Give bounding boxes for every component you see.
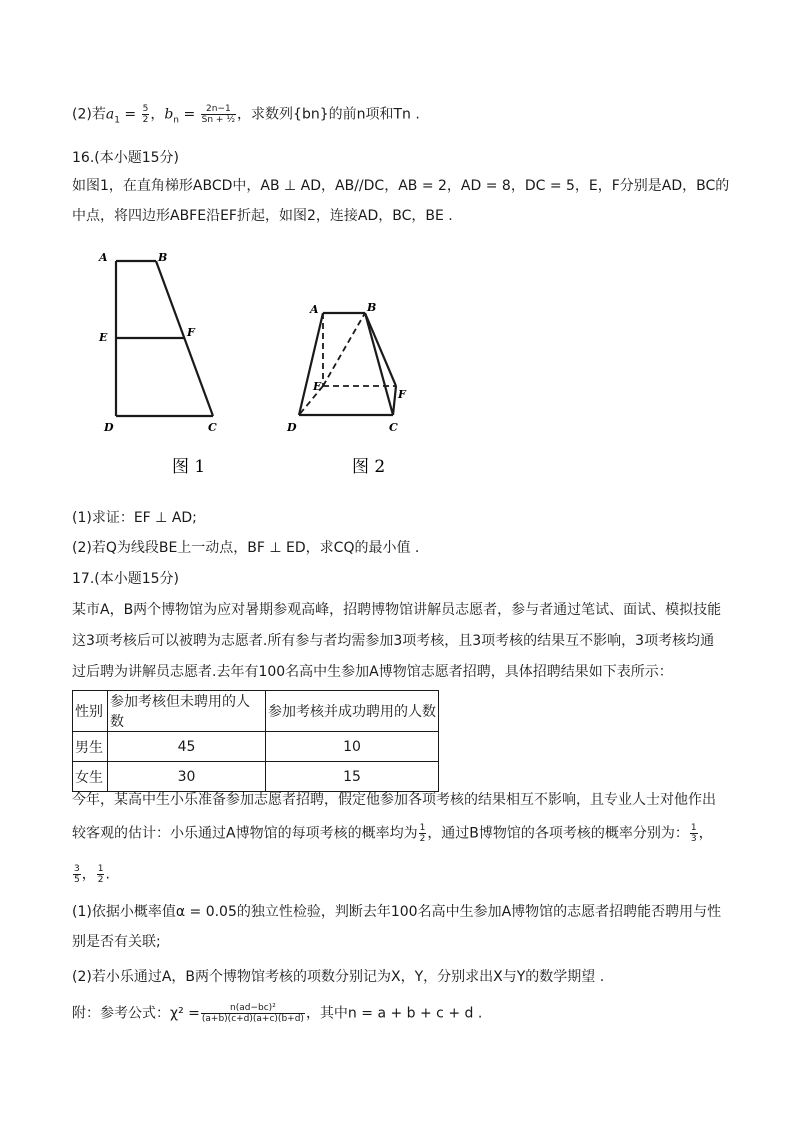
prob-b2-fraction: $\frac{3}{5}$ xyxy=(74,864,80,885)
fig2-label-b: B xyxy=(367,301,377,314)
table-header-cell: 性别 xyxy=(73,691,108,732)
q17-statement-line6: $\frac{3}{5}$ ， $\frac{1}{2}$ . xyxy=(74,864,110,885)
fig1-label-f: F xyxy=(187,326,195,339)
table-cell: 15 xyxy=(266,762,439,792)
q16-statement-line2: 中点，将四边形ABFE沿EF折起，如图2，连接AD，BC，BE . xyxy=(72,208,453,224)
fig1-label-d: D xyxy=(104,421,114,434)
q17-statement-line4: 今年，某高中生小乐准备参加志愿者招聘，假定他参加各项考核的结果相互不影响，且专业人士对他作出 xyxy=(72,792,716,808)
table-cell: 女生 xyxy=(73,762,108,792)
bn-fraction: $\frac{2n-1}{\text{Sn + ½}}$ xyxy=(201,104,236,125)
prob-b1-fraction: $\frac{1}{3}$ xyxy=(690,823,697,844)
q16-part1: (1)求证：EF ⊥ AD; xyxy=(72,510,197,526)
figure-1 xyxy=(90,245,240,480)
q17-statement-line3: 过后聘为讲解员志愿者.去年有100名高中生参加A博物馆志愿者招聘，具体招聘结果如下表所示： xyxy=(72,664,673,680)
fig1-label-b: B xyxy=(158,251,168,264)
q17-part1-line2: 别是否有关联; xyxy=(72,934,161,950)
table-header-cell: 参加考核并成功聘用的人数 xyxy=(266,691,439,732)
a1-fraction: $\frac{5}{2}$ xyxy=(142,104,149,125)
table-cell: 男生 xyxy=(73,732,108,762)
fig2-label-f: F xyxy=(398,388,406,401)
q17-reference-formula: 附：参考公式：χ² = $\frac{\text{n(ad−bc)²}}{(a+b)(c+d)(a+c)(b+d)}$ ，其中n = a + b + c + d . xyxy=(72,1003,483,1024)
q17-statement-line5: 较客观的估计：小乐通过A博物馆的每项考核的概率均为 $\frac{1}{2}$ ，通过B博物馆的各项考核的概率分别为： $\frac{1}{3}$ ， xyxy=(72,823,713,844)
figure-2 xyxy=(280,290,420,480)
q17-part1-line1: (1)依据小概率值α = 0.05的独立性检验，判断去年100名高中生参加A博物馆的志愿者招聘能否聘用与性 xyxy=(72,904,722,920)
chi-square-fraction: $\frac{\text{n(ad−bc)²}}{(a+b)(c+d)(a+c)(b+d)}$ xyxy=(201,1003,304,1024)
table-header-row xyxy=(73,691,439,732)
fig2-label-e: E xyxy=(313,380,322,393)
prob-a-fraction: $\frac{1}{2}$ xyxy=(419,823,426,844)
table-header-cell: 参加考核但未聘用的人数 xyxy=(108,691,266,732)
table-row xyxy=(73,762,439,792)
table-cell: 45 xyxy=(108,732,266,762)
fig1-label-e: E xyxy=(99,331,108,344)
fig1-label-c: C xyxy=(208,421,217,434)
results-table xyxy=(72,690,439,792)
q15-part2-line: (2)若$a_1$ = $\frac{5}{2}$ ，$b_n$ = $\frac{2n-1}{\text{Sn + ½}}$ ，求数列{bn}的前n项和Tn . xyxy=(72,104,420,126)
table-row xyxy=(73,732,439,762)
table-cell: 30 xyxy=(108,762,266,792)
fig2-label-c: C xyxy=(389,421,398,434)
q16-part2: (2)若Q为线段BE上一动点，BF ⊥ ED，求CQ的最小值 . xyxy=(72,540,420,556)
fig1-caption: 图 1 xyxy=(172,457,206,477)
q16-statement-line1: 如图1，在直角梯形ABCD中，AB ⊥ AD，AB//DC，AB = 2，AD = 8，DC = 5，E，F分别是AD，BC的 xyxy=(72,178,730,194)
fig2-caption: 图 2 xyxy=(352,457,386,477)
q17-header: 17.(本小题15分) xyxy=(72,571,180,587)
fig2-label-d: D xyxy=(287,421,297,434)
table-cell: 10 xyxy=(266,732,439,762)
fig1-label-a: A xyxy=(99,251,108,264)
prob-b3-fraction: $\frac{1}{2}$ xyxy=(97,864,104,885)
q17-part2: (2)若小乐通过A，B两个博物馆考核的项数分别记为X，Y，分别求出X与Y的数学期望 . xyxy=(72,969,605,985)
q17-statement-line2: 这3项考核后可以被聘为志愿者.所有参与者均需参加3项考核，且3项考核的结果互不影响，3项考核均通 xyxy=(72,633,715,649)
q17-statement-line1: 某市A，B两个博物馆为应对暑期参观高峰，招聘博物馆讲解员志愿者，参与者通过笔试、面试、模拟技能 xyxy=(72,602,722,618)
fig2-label-a: A xyxy=(310,303,319,316)
q16-header: 16.(本小题15分) xyxy=(72,150,180,166)
